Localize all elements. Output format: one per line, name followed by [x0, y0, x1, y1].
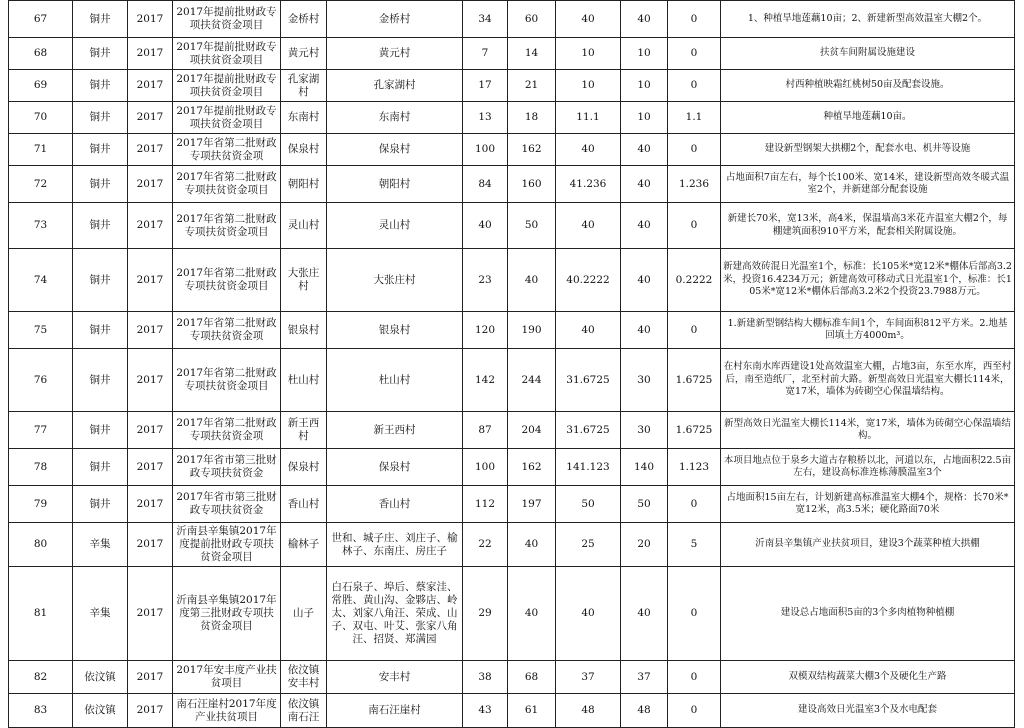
year-cell: 2017 [128, 412, 173, 449]
year-cell: 2017 [128, 203, 173, 249]
site-cell: 杜山村 [281, 349, 327, 412]
people-cell: 197 [508, 486, 556, 523]
town-cell: 铜井 [73, 349, 128, 412]
town-cell: 铜井 [73, 1, 128, 38]
people-cell: 40 [508, 567, 556, 661]
site-cell: 新王西村 [281, 412, 327, 449]
table-row [9, 166, 1015, 203]
town-cell: 铜井 [73, 249, 128, 312]
project-name-cell: 2017年省第二批财政专项扶贫资金项目 [173, 349, 281, 412]
self-fund-cell: 0.2222 [668, 249, 721, 312]
households-cell: 17 [463, 70, 508, 102]
site-cell: 香山村 [281, 486, 327, 523]
content-cell: 沂南县辛集镇产业扶贫项目，建设3个蔬菜种植大拱棚 [721, 523, 1015, 567]
people-cell: 162 [508, 134, 556, 166]
town-cell: 依汶镇 [73, 694, 128, 728]
site-cell: 榆林子 [281, 523, 327, 567]
site-cell: 金桥村 [281, 1, 327, 38]
row-number: 72 [9, 166, 73, 203]
village-cell: 南石汪崖村 [327, 694, 463, 728]
content-cell: 建设高效日光温室3个及水电配套 [721, 694, 1015, 728]
row-number: 80 [9, 523, 73, 567]
people-cell: 204 [508, 412, 556, 449]
fund-cell: 40 [621, 134, 668, 166]
village-cell: 保泉村 [327, 134, 463, 166]
town-cell: 辛集 [73, 523, 128, 567]
table-row [9, 249, 1015, 312]
town-cell: 铜井 [73, 70, 128, 102]
table-row [9, 449, 1015, 486]
content-cell: 新建长70米，宽13米，高4米，保温墙高3米花卉温室大棚2个，每棚建筑面积910平方米，配套相关附属设施。 [721, 203, 1015, 249]
table-row [9, 567, 1015, 661]
village-cell: 灵山村 [327, 203, 463, 249]
content-cell: 1、种植旱地莲藕10亩；2、新建新型高效温室大棚2个。 [721, 1, 1015, 38]
fund-cell: 48 [621, 694, 668, 728]
year-cell: 2017 [128, 349, 173, 412]
year-cell: 2017 [128, 661, 173, 694]
row-number: 70 [9, 102, 73, 134]
self-fund-cell: 0 [668, 694, 721, 728]
village-cell: 杜山村 [327, 349, 463, 412]
year-cell: 2017 [128, 486, 173, 523]
content-cell: 新建高效砖混日光温室1个，标准：长105米*宽12米*棚体后部高3.2米，投资16.4234万元；新建高效可移动式日光温室1个，标准：长105米*宽12米*棚体后部高3.2米2个投资23.7988万元。 [721, 249, 1015, 312]
project-name-cell: 2017年省第二批财政专项扶贫资金项目 [173, 203, 281, 249]
site-cell: 孔家湖村 [281, 70, 327, 102]
village-cell: 银泉村 [327, 312, 463, 349]
table-row [9, 661, 1015, 694]
people-cell: 50 [508, 203, 556, 249]
site-cell: 依汶镇安丰村 [281, 661, 327, 694]
self-fund-cell: 1.123 [668, 449, 721, 486]
content-cell: 扶贫车间附属设施建设 [721, 38, 1015, 70]
year-cell: 2017 [128, 312, 173, 349]
row-number: 79 [9, 486, 73, 523]
village-cell: 朝阳村 [327, 166, 463, 203]
row-number: 82 [9, 661, 73, 694]
table-row [9, 349, 1015, 412]
town-cell: 铜井 [73, 486, 128, 523]
village-cell: 新王西村 [327, 412, 463, 449]
project-name-cell: 沂南县辛集镇2017年度提前批财政专项扶贫资金项目 [173, 523, 281, 567]
fund-cell: 40 [621, 1, 668, 38]
row-number: 69 [9, 70, 73, 102]
project-name-cell: 2017年省第二批财政专项扶贫资金项 [173, 134, 281, 166]
self-fund-cell: 0 [668, 312, 721, 349]
town-cell: 辛集 [73, 567, 128, 661]
town-cell: 铜井 [73, 312, 128, 349]
town-cell: 铜井 [73, 166, 128, 203]
table-row [9, 412, 1015, 449]
project-name-cell: 2017年安丰度产业扶贫项目 [173, 661, 281, 694]
households-cell: 40 [463, 203, 508, 249]
town-cell: 依汶镇 [73, 661, 128, 694]
row-number: 75 [9, 312, 73, 349]
table-row [9, 694, 1015, 728]
people-cell: 68 [508, 661, 556, 694]
households-cell: 100 [463, 449, 508, 486]
year-cell: 2017 [128, 1, 173, 38]
year-cell: 2017 [128, 449, 173, 486]
people-cell: 60 [508, 1, 556, 38]
households-cell: 7 [463, 38, 508, 70]
fund-cell: 40 [621, 249, 668, 312]
fund-cell: 140 [621, 449, 668, 486]
table-row [9, 486, 1015, 523]
people-cell: 14 [508, 38, 556, 70]
investment-cell: 48 [556, 694, 621, 728]
households-cell: 84 [463, 166, 508, 203]
year-cell: 2017 [128, 38, 173, 70]
content-cell: 村西种植映霜红桃树50亩及配套设施。 [721, 70, 1015, 102]
fund-cell: 20 [621, 523, 668, 567]
year-cell: 2017 [128, 694, 173, 728]
year-cell: 2017 [128, 102, 173, 134]
project-name-cell: 2017年省第二批财政专项扶贫资金项 [173, 312, 281, 349]
investment-cell: 11.1 [556, 102, 621, 134]
households-cell: 120 [463, 312, 508, 349]
self-fund-cell: 1.236 [668, 166, 721, 203]
year-cell: 2017 [128, 523, 173, 567]
row-number: 78 [9, 449, 73, 486]
investment-cell: 40 [556, 1, 621, 38]
table-row [9, 312, 1015, 349]
year-cell: 2017 [128, 249, 173, 312]
content-cell: 建设总占地面积5亩的3个多肉植物种植棚 [721, 567, 1015, 661]
site-cell: 银泉村 [281, 312, 327, 349]
row-number: 73 [9, 203, 73, 249]
people-cell: 190 [508, 312, 556, 349]
town-cell: 铜井 [73, 38, 128, 70]
site-cell: 大张庄村 [281, 249, 327, 312]
project-name-cell: 2017年提前批财政专项扶贫资金项目 [173, 102, 281, 134]
village-cell: 黄元村 [327, 38, 463, 70]
project-name-cell: 2017年省第二批财政专项扶贫资金项目 [173, 249, 281, 312]
row-number: 83 [9, 694, 73, 728]
town-cell: 铜井 [73, 134, 128, 166]
year-cell: 2017 [128, 567, 173, 661]
village-cell: 孔家湖村 [327, 70, 463, 102]
households-cell: 29 [463, 567, 508, 661]
row-number: 71 [9, 134, 73, 166]
fund-cell: 40 [621, 312, 668, 349]
content-cell: 本项目地点位于泉乡大道古存粮桥以北，河道以东，占地面积22.5亩左右，建设高标准连栋薄膜温室3个 [721, 449, 1015, 486]
village-cell: 安丰村 [327, 661, 463, 694]
site-cell: 黄元村 [281, 38, 327, 70]
village-cell: 大张庄村 [327, 249, 463, 312]
households-cell: 142 [463, 349, 508, 412]
row-number: 67 [9, 1, 73, 38]
town-cell: 铜井 [73, 449, 128, 486]
investment-cell: 40 [556, 203, 621, 249]
self-fund-cell: 0 [668, 1, 721, 38]
people-cell: 162 [508, 449, 556, 486]
investment-cell: 50 [556, 486, 621, 523]
site-cell: 保泉村 [281, 134, 327, 166]
project-name-cell: 2017年提前批财政专项扶贫资金项目 [173, 1, 281, 38]
content-cell: 占地面积15亩左右，计划新建高标准温室大棚4个，规格：长70米*宽12米，高3.5米；硬化路面70米 [721, 486, 1015, 523]
self-fund-cell: 1.1 [668, 102, 721, 134]
fund-cell: 37 [621, 661, 668, 694]
investment-cell: 25 [556, 523, 621, 567]
table-body [9, 1, 1015, 728]
year-cell: 2017 [128, 134, 173, 166]
households-cell: 38 [463, 661, 508, 694]
investment-cell: 40 [556, 567, 621, 661]
town-cell: 铜井 [73, 412, 128, 449]
fund-cell: 50 [621, 486, 668, 523]
investment-cell: 40 [556, 134, 621, 166]
site-cell: 山子 [281, 567, 327, 661]
people-cell: 61 [508, 694, 556, 728]
project-name-cell: 2017年省第二批财政专项扶贫资金项 [173, 412, 281, 449]
table-row [9, 1, 1015, 38]
row-number: 74 [9, 249, 73, 312]
project-name-cell: 2017年省市第三批财政专项扶贫资金 [173, 486, 281, 523]
funding-table [8, 0, 1015, 728]
people-cell: 18 [508, 102, 556, 134]
households-cell: 34 [463, 1, 508, 38]
year-cell: 2017 [128, 70, 173, 102]
households-cell: 23 [463, 249, 508, 312]
investment-cell: 141.123 [556, 449, 621, 486]
project-name-cell: 南石汪崖村2017年度产业扶贫项目 [173, 694, 281, 728]
fund-cell: 10 [621, 70, 668, 102]
row-number: 68 [9, 38, 73, 70]
people-cell: 21 [508, 70, 556, 102]
households-cell: 112 [463, 486, 508, 523]
content-cell: 建设新型钢架大拱棚2个，配套水电、机井等设施 [721, 134, 1015, 166]
site-cell: 东南村 [281, 102, 327, 134]
fund-cell: 10 [621, 38, 668, 70]
self-fund-cell: 0 [668, 38, 721, 70]
project-name-cell: 2017年省市第三批财政专项扶贫资金 [173, 449, 281, 486]
investment-cell: 31.6725 [556, 412, 621, 449]
content-cell: 新型高效日光温室大棚长114米，宽17米，墙体为砖砌空心保温墙结构。 [721, 412, 1015, 449]
village-cell: 东南村 [327, 102, 463, 134]
investment-cell: 10 [556, 70, 621, 102]
people-cell: 40 [508, 249, 556, 312]
town-cell: 铜井 [73, 203, 128, 249]
table-row [9, 102, 1015, 134]
content-cell: 1.新建新型钢结构大棚标准车间1个，车间面积812平方米。2.地基回填土方4000m³。 [721, 312, 1015, 349]
investment-cell: 37 [556, 661, 621, 694]
site-cell: 依汶镇南石汪 [281, 694, 327, 728]
town-cell: 铜井 [73, 102, 128, 134]
site-cell: 保泉村 [281, 449, 327, 486]
village-cell: 香山村 [327, 486, 463, 523]
investment-cell: 10 [556, 38, 621, 70]
households-cell: 100 [463, 134, 508, 166]
content-cell: 双模双结构蔬菜大棚3个及硬化生产路 [721, 661, 1015, 694]
village-cell: 世和、城子庄、刘庄子、榆林子、东南庄、房庄子 [327, 523, 463, 567]
content-cell: 占地面积7亩左右，每个长100米、宽14米，建设新型高效冬暖式温室2个，并新建部分配套设施 [721, 166, 1015, 203]
investment-cell: 41.236 [556, 166, 621, 203]
village-cell: 保泉村 [327, 449, 463, 486]
households-cell: 22 [463, 523, 508, 567]
fund-cell: 10 [621, 102, 668, 134]
investment-cell: 40 [556, 312, 621, 349]
self-fund-cell: 0 [668, 567, 721, 661]
investment-cell: 40.2222 [556, 249, 621, 312]
self-fund-cell: 1.6725 [668, 412, 721, 449]
investment-cell: 31.6725 [556, 349, 621, 412]
self-fund-cell: 0 [668, 203, 721, 249]
people-cell: 244 [508, 349, 556, 412]
site-cell: 灵山村 [281, 203, 327, 249]
row-number: 77 [9, 412, 73, 449]
table-row [9, 523, 1015, 567]
village-cell: 白石泉子、埠后、蔡家洼、常胜、黄山沟、金夥店、岭太、刘家八角汪、荣成、山子、双屯、叶艾、张家八角汪、招贤、郑满园 [327, 567, 463, 661]
content-cell: 种植旱地莲藕10亩。 [721, 102, 1015, 134]
project-name-cell: 2017年提前批财政专项扶贫资金项目 [173, 38, 281, 70]
row-number: 76 [9, 349, 73, 412]
table-row [9, 38, 1015, 70]
table-row [9, 70, 1015, 102]
fund-cell: 40 [621, 166, 668, 203]
self-fund-cell: 0 [668, 70, 721, 102]
households-cell: 43 [463, 694, 508, 728]
households-cell: 87 [463, 412, 508, 449]
row-number: 81 [9, 567, 73, 661]
fund-cell: 30 [621, 349, 668, 412]
self-fund-cell: 0 [668, 134, 721, 166]
year-cell: 2017 [128, 166, 173, 203]
table-row [9, 203, 1015, 249]
content-cell: 在村东南水库西建设1处高效温室大棚，占地3亩，东至水库，西至村后，南至造纸厂，北至村前大路。新型高效日光温室大棚长114米，宽17米，墙体为砖砌空心保温墙结构。 [721, 349, 1015, 412]
table-row [9, 134, 1015, 166]
fund-cell: 40 [621, 567, 668, 661]
self-fund-cell: 0 [668, 661, 721, 694]
project-name-cell: 2017年提前批财政专项扶贫资金项目 [173, 70, 281, 102]
self-fund-cell: 0 [668, 486, 721, 523]
project-name-cell: 沂南县辛集镇2017年度第三批财政专项扶贫资金项目 [173, 567, 281, 661]
self-fund-cell: 1.6725 [668, 349, 721, 412]
people-cell: 40 [508, 523, 556, 567]
self-fund-cell: 5 [668, 523, 721, 567]
fund-cell: 30 [621, 412, 668, 449]
project-name-cell: 2017年省第二批财政专项扶贫资金项目 [173, 166, 281, 203]
people-cell: 160 [508, 166, 556, 203]
fund-cell: 40 [621, 203, 668, 249]
households-cell: 13 [463, 102, 508, 134]
site-cell: 朝阳村 [281, 166, 327, 203]
village-cell: 金桥村 [327, 1, 463, 38]
